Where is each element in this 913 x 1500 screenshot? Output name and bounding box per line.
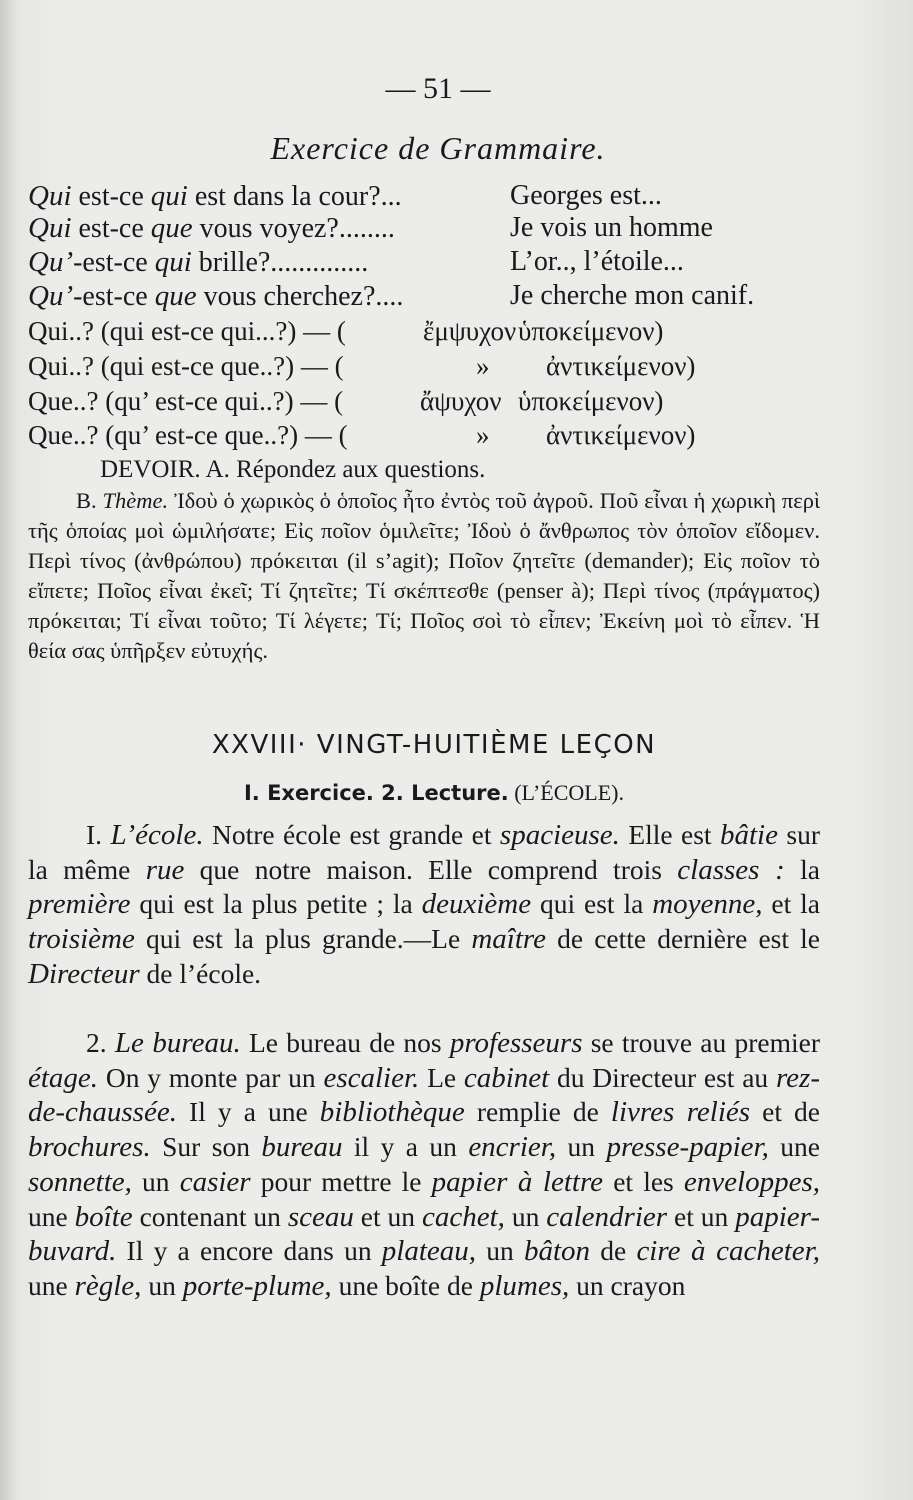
body-text: On y monte par un [98,1061,324,1093]
exercise-title: Exercice de Grammaire. [270,130,606,166]
italic-term: cabinet [463,1061,550,1094]
book-page: — 51 — Exercice de Grammaire. Qui est-ce qui est dans la cour?... Georges est... Qui est-ce que vous voyez?........ Je vois un homme Qu’-est-ce qui brille?.............. L’or.., l’étoile... Qu’-est-ce que vous cherchez?.... Je cherche mon canif. Qui..? (qui est-ce qui...?) — ( ἔμψυχον ὑποκείμενον) Qui..? (qui est-ce que..?) — ( » ἀντικείμενον) Que..? (qu’ est-ce qui..?) — ( ἄψυχον ὑποκείμενον) Que..? (qu’ est-ce que..?) — ( » ἀντικείμενον) DEVOIR. A. Répondez aux questions. B. Thème. Ἰδοὺ ὁ χωρικὸς ὁ ὁποῖος ἦτο ἐντὸς τοῦ ἀγροῦ. Ποῦ εἶναι ἡ χωρικὴ περὶ τῆς ὁποίας μοὶ ὡμιλήσατε; Εἰς ποῖον ὁμιλεῖτε; Ἰδοὺ ὁ ἄνθρωπος τὸν ὁποῖον εἴδομεν. Περὶ τίνος (ἀνθρώπου) πρόκειται (il s’agit); Ποῖον ζητεῖτε (demander); Εἰς ποῖον τὸ εἴπετε; Ποῖος εἶναι ἐκεῖ; Τί ζητεῖτε; Τί σκέπτεσθε (penser à); Περὶ τίνος (πράγματος) πρόκειται; Τί εἶναι τοῦτο; Τί λέγετε; Τί; Ποῖος σοὶ τὸ εἶπεν; Ἐκείνη μοὶ τὸ εἶπεν. Ἡ θεία σας ὑπῆρξεν εὐτυχής. XXVIII· VINGT-HUITIÈME LEÇON I. Exercice. 2. Lecture. (L’ÉCOLE). I. L’école. Notre école est grande et spacieuse. Elle est bâtie sur la même rue que notre maison. Elle comprend trois classes : la première qui est la plus petite ; la deuxième qui est la moyenne, et la troisième qui est la plus grande.—Le maître de cette dernière est le Directeur de l’école. 2. Le bureau. Le bureau de nos professeurs se trouve au premier étage. On y monte par un escalier. Le cabinet du Directeur est au rez-de-chaussée. Il y a une bibliothèque remplie de livres reliés et de brochures. Sur son bureau il y a un encrier, un presse-papier, une sonnette, un casier pour mettre le papier à lettre et les enveloppes, une boîte contenant un sceau et un cachet, un calendrier et un papier-buvard. Il y a encore dans un plateau, un bâton de cire à cacheter, une règle, un porte-plume, une boîte de plumes, un crayon [0,0,913,1500]
italic-term: première [28,888,131,921]
grammar-row: Que..? (qu’ est-ce qui..?) — ( ἄψυχον ὑποκείμενον) [28,386,664,416]
italic-term: porte-plume, [182,1269,332,1302]
body-text: et un [667,1200,736,1232]
italic-term: sonnette, [28,1165,132,1198]
body-text: de [590,1235,637,1267]
italic-term: plateau, [381,1235,477,1268]
italic-term: brochures. [28,1131,151,1164]
body-text: un [131,1165,180,1197]
body-text: Notre école est grande et [203,819,500,850]
body-text: se trouve au premier [582,1027,820,1058]
italic-term: professeurs [449,1027,583,1059]
body-text: et la [762,888,820,920]
theme-exercise: B. Thème. Ἰδοὺ ὁ χωρικὸς ὁ ὁποῖος ἦτο ἐντὸς τοῦ ἀγροῦ. Ποῦ εἶναι ἡ χωρικὴ περὶ τῆς ὁποίας μοὶ ὡμιλήσατε; Εἰς ποῖον ὁμιλεῖτε; Ἰδοὺ ὁ ἄνθρωπος τὸν ὁποῖον εἴδομεν. Περὶ τίνος (ἀνθρώπου) πρόκειται (il s’agit); Ποῖον ζητεῖτε (demander); Εἰς ποῖον τὸ εἴπετε; Ποῖος εἶναι ἐκεῖ; Τί ζητεῖτε; Τί σκέπτεσθε (penser à); Περὶ τίνος (πράγματος) πρόκειται; Τί εἶναι τοῦτο; Τί λέγετε; Τί; Ποῖος σοὶ τὸ εἶπεν; Ἐκείνη μοὶ τὸ εἶπεν. Ἡ θεία σας ὑπῆρξεν εὐτυχής. [28,488,821,663]
body-text: qui est la [531,888,653,920]
italic-term: deuxième [421,888,532,921]
italic-term: boîte [74,1200,133,1233]
italic-term: sceau [287,1200,354,1233]
italic-term: livres reliés [610,1096,751,1129]
body-text: Elle est [619,819,720,850]
body-text: Il y a une [176,1096,320,1128]
body-text: il y a un [342,1131,469,1163]
italic-term: L’école. [110,819,204,851]
italic-term: casier [179,1165,251,1198]
grammar-row: Qui..? (qui est-ce qui...?) — ( ἔμψυχον ὑποκείμενον) [28,316,664,346]
page-number: — 51 — [385,72,491,105]
body-text: de l’école. [139,957,262,989]
italic-term: papier à lettre [431,1165,604,1198]
body-text: Il y a encore dans un [116,1235,382,1267]
italic-term: spacieuse. [499,819,620,851]
italic-term: enveloppes, [683,1165,820,1198]
paragraph-bureau: 2. Le bureau. Le bureau de nos professeurs se trouve au premier étage. On y monte par un escalier. Le cabinet du Directeur est au rez-de-chaussée. Il y a une bibliothèque remplie de livres reliés et de brochures. Sur son bureau il y a un encrier, un presse-papier, une sonnette, un casier pour mettre le papier à lettre et les enveloppes, une boîte contenant un sceau et un cachet, un calendrier et un papier-buvard. Il y a encore dans un plateau, un bâton de cire à cacheter, une règle, un porte-plume, une boîte de plumes, un crayon [28,1027,820,1302]
italic-term: rez-de-chaussée. [28,1061,820,1129]
body-text: contenant un [132,1200,288,1232]
body-text: pour mettre le [250,1165,432,1197]
body-text: du Directeur est au [549,1061,776,1093]
body-text: un [556,1131,607,1163]
italic-term: rue [145,853,185,886]
italic-term: bâtie [719,819,778,851]
italic-term: escalier. [323,1061,420,1094]
grammar-row: Qui..? (qui est-ce que..?) — ( » ἀντικείμενον) [28,351,696,381]
grammar-row: Que..? (qu’ est-ce que..?) — ( » ἀντικείμενον) [28,420,696,450]
body-text: qui est la plus petite ; la [130,888,422,920]
body-text: et de [750,1096,820,1128]
body-text: et les [603,1165,684,1197]
body-text: sur la même [28,819,820,885]
body-text: Sur son [150,1131,262,1163]
italic-term: bâton [523,1235,591,1268]
body-text: une [768,1131,820,1163]
italic-term: presse-papier, [606,1131,769,1164]
italic-term: moyenne, [652,888,763,921]
italic-term: bureau [261,1131,343,1164]
body-text: la [784,853,820,885]
body-text: un [141,1269,183,1301]
italic-term: Le bureau. [114,1027,241,1059]
italic-term: cire à cacheter, [636,1235,820,1268]
italic-term: bibliothèque [319,1096,465,1129]
body-text: un crayon [569,1269,686,1301]
italic-term: calendrier [546,1200,668,1233]
italic-term: maître [471,923,546,956]
body-text: un [504,1200,547,1232]
lesson-title: XXVIII· VINGT-HUITIÈME LEÇON [211,730,657,760]
body-text: une [28,1200,75,1232]
italic-term: troisième [28,923,135,956]
body-text: et un [353,1200,422,1232]
body-text: une boîte de [331,1269,480,1301]
paragraph-ecole: I. L’école. Notre école est grande et spacieuse. Elle est bâtie sur la même rue que notre maison. Elle comprend trois classes : la première qui est la plus petite ; la deuxième qui est la moyenne, et la troisième qui est la plus grande.—Le maître de cette dernière est le Directeur de l’école. [28,819,820,990]
italic-term: Directeur [28,957,140,990]
italic-term: étage. [28,1061,99,1094]
body-text: remplie de [464,1096,611,1128]
body-text: Le [419,1061,464,1093]
devoir-heading: DEVOIR. A. Répondez aux questions. [100,456,486,483]
body-text: une [28,1269,75,1301]
italic-term: règle, [74,1269,142,1302]
italic-term: cachet, [421,1200,505,1233]
lesson-subtitle: I. Exercice. 2. Lecture. (L’ÉCOLE). [243,780,625,805]
italic-term: papier-buvard. [28,1200,820,1268]
italic-term: encrier, [468,1131,557,1164]
body-text: un [476,1235,524,1267]
body-text: Le bureau de nos [240,1027,450,1058]
italic-term: plumes, [479,1269,570,1302]
body-text: de cette dernière est le [545,923,820,955]
italic-term: classes : [677,853,785,886]
body-text: qui est la plus grande.—Le [134,923,472,955]
body-text: que notre maison. Elle comprend trois [184,853,678,885]
